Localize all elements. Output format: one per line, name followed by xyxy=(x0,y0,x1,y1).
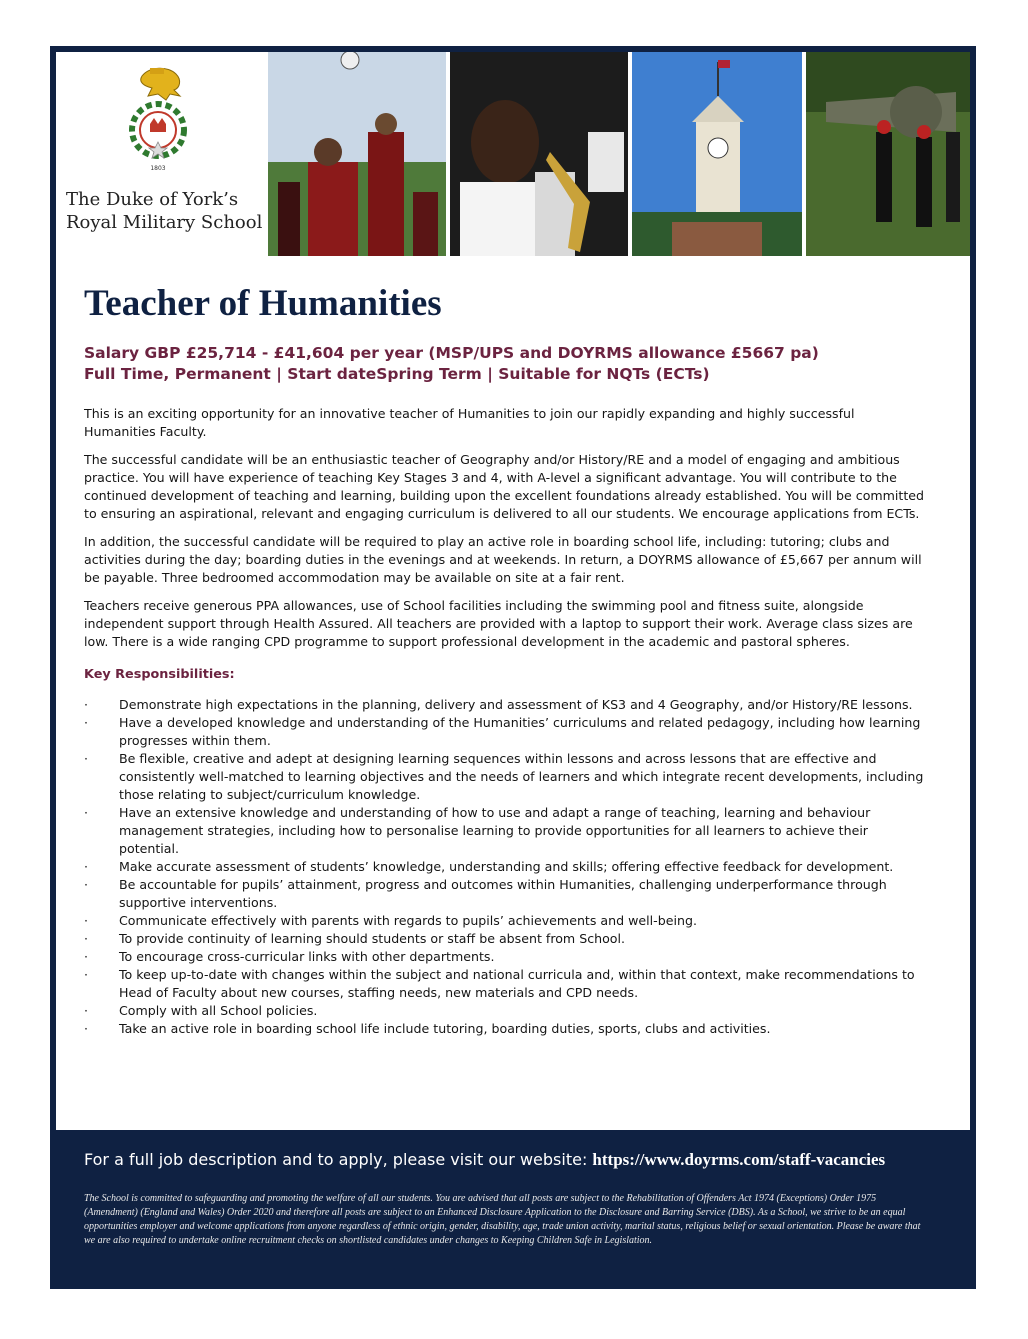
bullet: · xyxy=(84,859,89,874)
list-item: · Be accountable for pupils’ attainment, progress and outcomes within Humanities, challenging underperformance through supportive interventions. xyxy=(84,877,887,910)
bullet: · xyxy=(84,805,89,820)
terms-line: Full Time, Permanent | Start dateSpring Term | Suitable for NQTs (ECTs) xyxy=(84,365,710,383)
job-content xyxy=(84,282,926,1038)
music-student-photo xyxy=(450,52,628,256)
bullet: · xyxy=(84,751,89,766)
bullet: · xyxy=(84,967,89,982)
bullet: · xyxy=(84,877,89,892)
bullet: · xyxy=(84,1003,89,1018)
responsibilities-heading: Key Responsibilities: xyxy=(84,667,235,682)
list-item: · Communicate effectively with parents with regards to pupils’ achievements and well-being. xyxy=(84,913,697,928)
list-item: · To keep up-to-date with changes within the subject and national curricula and, within that context, make recommendations to Head of Faculty about new courses, staffing needs, new materials and CPD needs. xyxy=(84,967,915,1000)
apply-line xyxy=(84,1150,964,1170)
school-name-line1: The Duke of York’s xyxy=(66,189,239,210)
bullet: · xyxy=(84,949,89,964)
school-name-line2: Royal Military School xyxy=(66,212,263,233)
list-item: · Take an active role in boarding school life include tutoring, boarding duties, sports, clubs and activities. xyxy=(84,1021,771,1036)
list-item: · To encourage cross-curricular links with other departments. xyxy=(84,949,495,964)
bullet: · xyxy=(84,697,89,712)
school-name xyxy=(66,188,262,234)
safeguarding-disclaimer: The School is committed to safeguarding and promoting the welfare of all our students. You are advised that all posts are subject to the Rehabilitation of Offenders Act 1974 (Exceptions) Order 1975 (Amendment) (England and Wales) Order 2020 and therefore all posts are subject to an Enhanced Disclosure Application to the Disclosure and Barring Service (DBS). As a School, we strive to be an equal opportunities employer and welcome applications from anyone regardless of ethnic origin, gender, disability, age, trade union activity, marital status, religious belief or sexual orientation. Please be aware that we are also required to undertake online recruitment checks on shortlisted candidates under changes to Keeping Children Safe in Legislation. xyxy=(84,1193,921,1246)
bullet: · xyxy=(84,715,89,730)
list-item: · Comply with all School policies. xyxy=(84,1003,318,1018)
bullet: · xyxy=(84,1021,89,1036)
rugby-photo xyxy=(268,52,446,256)
list-item: · Have a developed knowledge and understanding of the Humanities’ curriculums and related pedagogy, including how learning progresses within them. xyxy=(84,715,921,748)
list-item: · Demonstrate high expectations in the planning, delivery and assessment of KS3 and 4 Geography, and/or History/RE lessons. xyxy=(84,697,913,712)
list-item: · To provide continuity of learning should students or staff be absent from School. xyxy=(84,931,626,946)
benefits-paragraph: Teachers receive generous PPA allowances, use of School facilities including the swimming pool and fitness suite, alongside independent support through Health Assured. All teachers are provided with a laptop to support their work. Average class sizes are low. There is a wide ranging CPD programme to support professional development in the academic and pastoral spheres. xyxy=(84,598,913,649)
apply-text: For a full job description and to apply, please visit our website: xyxy=(84,1150,593,1169)
salary-line: Salary GBP £25,714 - £41,604 per year (MSP/UPS and DOYRMS allowance £5667 pa) xyxy=(84,344,819,362)
svg-text:1803: 1803 xyxy=(150,165,166,172)
school-crest-logo xyxy=(70,62,260,172)
parade-aircraft-photo xyxy=(806,52,970,256)
intro-paragraph: This is an exciting opportunity for an innovative teacher of Humanities to join our rapidly expanding and highly successful Humanities Faculty. xyxy=(84,406,855,439)
list-item: · Be flexible, creative and adept at designing learning sequences within lessons and across lessons that are effective and consistently well-matched to learning objectives and the needs of learners and which integrate recent developments, including those relating to subject/curriculum knowledge. xyxy=(84,751,924,802)
boarding-paragraph: In addition, the successful candidate will be required to play an active role in boarding school life, including: tutoring; clubs and activities during the day; boarding duties in the evenings and at weekends. In return, a DOYRMS allowance of £5,667 per annum will be payable. Three bedroomed accommodation may be available on site at a fair rent. xyxy=(84,534,922,585)
vacancies-link[interactable]: https://www.doyrms.com/staff-vacancies xyxy=(592,1150,886,1169)
clock-tower-photo xyxy=(632,52,802,256)
list-item: · Make accurate assessment of students’ knowledge, understanding and skills; offering effective feedback for development. xyxy=(84,859,894,874)
job-title: Teacher of Humanities xyxy=(84,283,442,324)
bullet: · xyxy=(84,913,89,928)
bullet: · xyxy=(84,931,89,946)
responsibilities-list xyxy=(84,696,926,1038)
candidate-paragraph: The successful candidate will be an enthusiastic teacher of Geography and/or History/RE and a model of engaging and ambitious practice. You will have experience of teaching Key Stages 3 and 4, with A-level a significant advantage. You will contribute to the continued development of teaching and learning, building upon the excellent foundations already established. You will be committed to ensuring an aspirational, relevant and engaging curriculum is delivered to all our students. We encourage applications from ECTs. xyxy=(84,452,925,521)
list-item: · Have an extensive knowledge and understanding of how to use and adapt a range of teaching, learning and behaviour management strategies, including how to personalise learning to provide opportunities for all learners to achieve their potential. xyxy=(84,805,871,856)
